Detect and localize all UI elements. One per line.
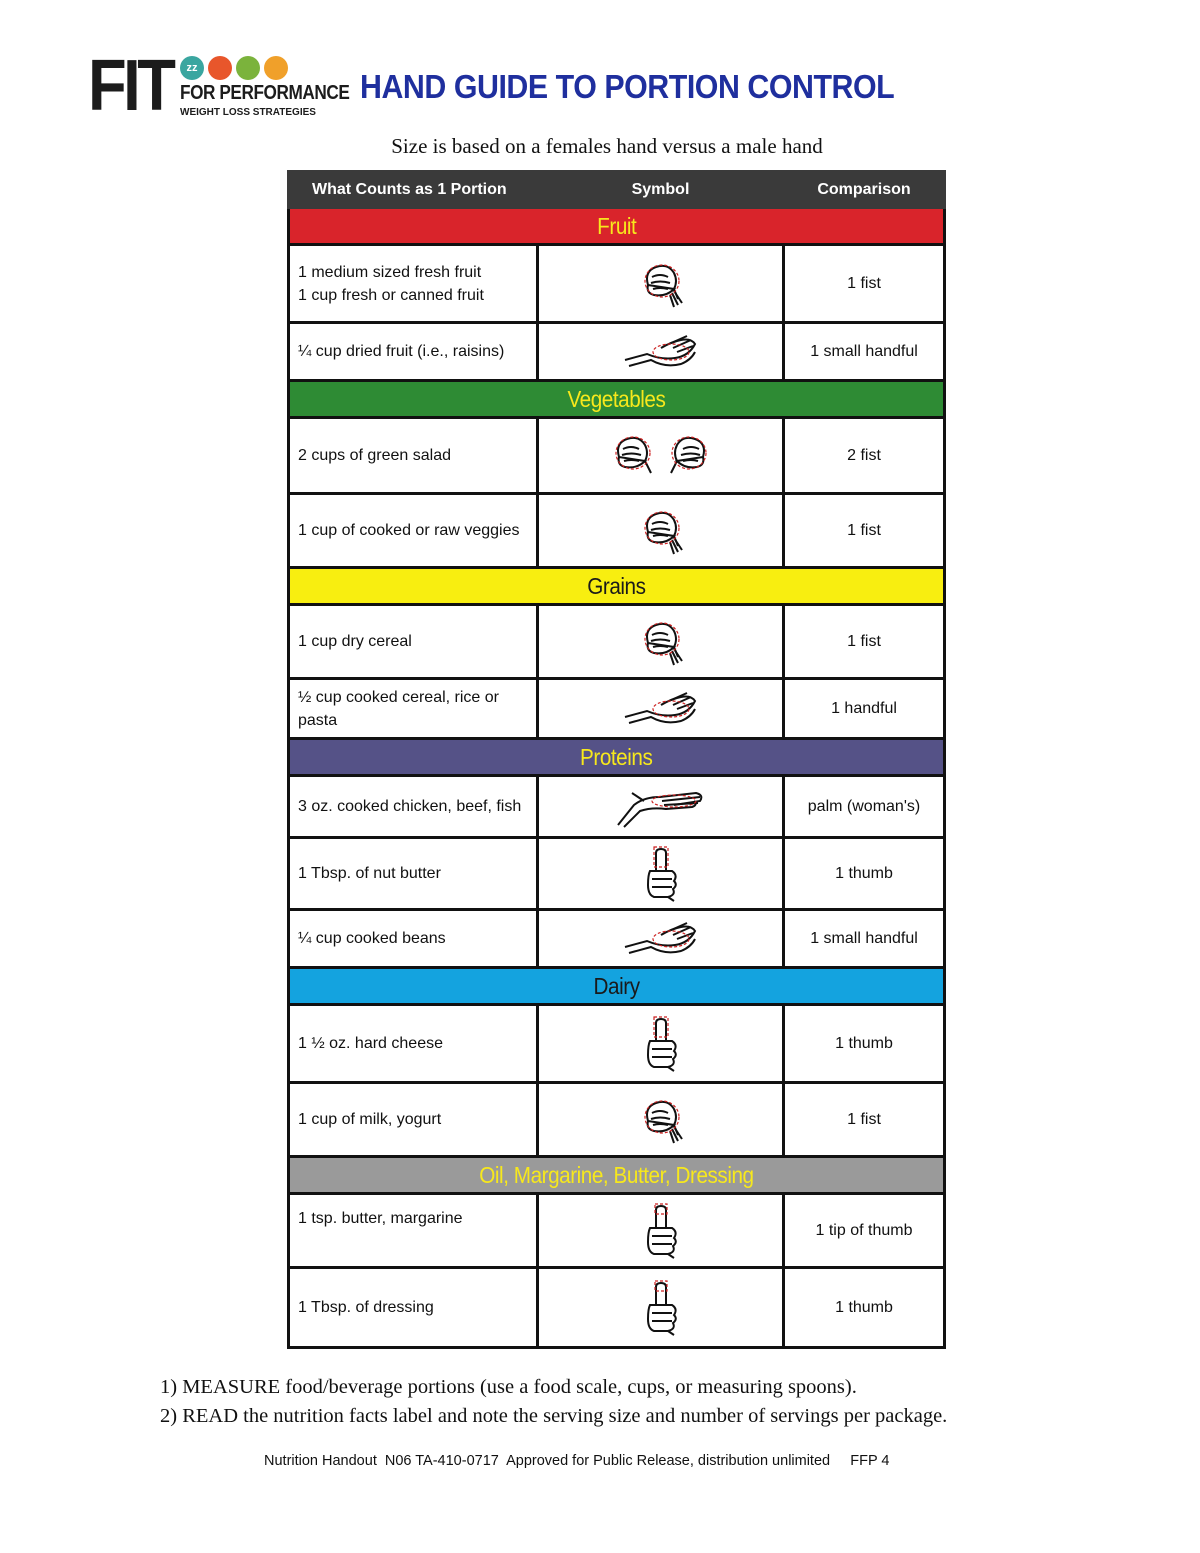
comparison-cell: 1 handful: [784, 679, 945, 739]
instructions: [160, 1373, 947, 1431]
thumb-tip-icon: [640, 1299, 682, 1316]
category-row: [289, 739, 945, 776]
two-fists-icon: [605, 447, 717, 464]
portion-text: 2 cups of green salad: [298, 447, 451, 464]
portion-text: 1 cup dry cereal: [298, 633, 412, 650]
table-row: [289, 679, 945, 739]
fist-icon: [632, 1111, 690, 1128]
page-footer: Nutrition Handout N06 TA-410-0717 Approved for Public Release, distribution unlimited FFP 4: [264, 1453, 890, 1469]
symbol-cell: [538, 418, 784, 494]
comparison-cell: 2 fist: [784, 418, 945, 494]
table-row: [289, 605, 945, 679]
thumb-icon: [640, 1035, 682, 1052]
symbol-cell: [538, 323, 784, 381]
comparison-cell: 1 fist: [784, 1083, 945, 1157]
logo-fit-text: FIT: [88, 46, 173, 126]
portion-cell: [289, 1083, 538, 1157]
portion-cell: [289, 1268, 538, 1348]
category-cell: [289, 739, 945, 776]
portion-cell: [289, 494, 538, 568]
table-row: [289, 910, 945, 968]
category-cell: [289, 208, 945, 245]
table-row: [289, 838, 945, 910]
logo-for-performance: FOR PERFORMANCE: [180, 82, 350, 104]
table-row: [289, 776, 945, 838]
symbol-cell: [538, 776, 784, 838]
symbol-cell: [538, 679, 784, 739]
page-title: HAND GUIDE TO PORTION CONTROL: [360, 68, 895, 105]
category-label: Fruit: [596, 212, 637, 239]
table-row: [289, 1194, 945, 1268]
table-row: [289, 323, 945, 381]
fist-icon: [632, 275, 690, 292]
portion-cell: [289, 605, 538, 679]
table-row: [289, 418, 945, 494]
symbol-cell: [538, 1194, 784, 1268]
logo-tagline: WEIGHT LOSS STRATEGIES: [180, 107, 316, 118]
symbol-cell: [538, 1268, 784, 1348]
portion-table: [287, 170, 946, 1349]
comparison-cell: 1 fist: [784, 245, 945, 323]
header-symbol: Symbol: [538, 172, 784, 208]
category-label: Grains: [587, 572, 646, 599]
portion-cell: [289, 1194, 538, 1268]
table-header-row: [289, 172, 945, 208]
category-row: [289, 1157, 945, 1194]
logo-circles: [180, 56, 288, 80]
portion-text: 1 cup of milk, yogurt: [298, 1111, 442, 1128]
fist-icon: [632, 633, 690, 650]
portion-text: pasta: [298, 711, 338, 729]
page-subtitle: Size is based on a females hand versus a male hand: [391, 134, 823, 158]
comparison-cell: 1 small handful: [784, 910, 945, 968]
portion-cell: [289, 838, 538, 910]
portion-cell: [289, 679, 538, 739]
portion-text: 1 Tbsp. of nut butter: [298, 865, 441, 882]
portion-cell: [289, 1005, 538, 1083]
cupped-hand-icon: [621, 930, 701, 947]
category-row: [289, 968, 945, 1005]
portion-cell: [289, 245, 538, 323]
symbol-cell: [538, 910, 784, 968]
category-label: Vegetables: [567, 385, 666, 412]
comparison-cell: 1 thumb: [784, 838, 945, 910]
portion-cell: [289, 910, 538, 968]
category-label: Dairy: [593, 972, 640, 999]
thumb-tip-icon: [640, 1222, 682, 1239]
category-cell: [289, 968, 945, 1005]
comparison-cell: 1 fist: [784, 494, 945, 568]
category-cell: [289, 568, 945, 605]
comparison-cell: 1 thumb: [784, 1268, 945, 1348]
category-row: [289, 208, 945, 245]
symbol-cell: [538, 838, 784, 910]
table-body: [289, 208, 945, 1348]
symbol-cell: [538, 494, 784, 568]
comparison-cell: 1 thumb: [784, 1005, 945, 1083]
portion-cell: [289, 323, 538, 381]
category-cell: [289, 1157, 945, 1194]
portion-text: 1 cup of cooked or raw veggies: [298, 522, 520, 539]
thumb-icon: [640, 865, 682, 882]
portion-text: 1 tsp. butter, margarine: [298, 1210, 463, 1227]
portion-cell: [289, 776, 538, 838]
logo-apple-icon: [236, 56, 260, 80]
comparison-cell: 1 fist: [784, 605, 945, 679]
table-row: [289, 245, 945, 323]
symbol-cell: [538, 605, 784, 679]
category-label: Oil, Margarine, Butter, Dressing: [479, 1161, 754, 1188]
category-row: [289, 381, 945, 418]
fist-icon: [632, 522, 690, 539]
logo-zz-icon: zz: [180, 56, 204, 80]
portion-text: ½ cup cooked cereal, rice or: [298, 688, 499, 706]
header-comparison: Comparison: [784, 172, 945, 208]
instruction-read-label: 2) READ the nutrition facts label and note the serving size and number of servings per package.: [160, 1405, 948, 1427]
cupped-hand-icon: [621, 343, 701, 360]
comparison-cell: palm (woman's): [784, 776, 945, 838]
category-label: Proteins: [580, 743, 653, 770]
portion-text: ¼ cup cooked beans: [298, 930, 446, 947]
category-cell: [289, 381, 945, 418]
category-row: [289, 568, 945, 605]
comparison-cell: 1 tip of thumb: [784, 1194, 945, 1268]
instruction-measure: 1) MEASURE food/beverage portions (use a food scale, cups, or measuring spoons).: [160, 1376, 857, 1398]
symbol-cell: [538, 1083, 784, 1157]
cupped-hand-icon: [621, 700, 701, 717]
portion-text: ¼ cup dried fruit (i.e., raisins): [298, 343, 505, 360]
comparison-cell: 1 small handful: [784, 323, 945, 381]
portion-text: 1 medium sized fresh fruit: [298, 263, 482, 281]
header-portion: What Counts as 1 Portion: [289, 172, 538, 208]
symbol-cell: [538, 245, 784, 323]
portion-cell: [289, 418, 538, 494]
fit-for-performance-logo: [88, 46, 350, 126]
portion-text: 3 oz. cooked chicken, beef, fish: [298, 798, 522, 815]
portion-text: 1 cup fresh or canned fruit: [298, 286, 484, 304]
portion-text: 1 Tbsp. of dressing: [298, 1299, 434, 1316]
table-row: [289, 494, 945, 568]
table-row: [289, 1005, 945, 1083]
portion-text: 1 ½ oz. hard cheese: [298, 1035, 443, 1052]
palm-icon: [614, 798, 708, 815]
symbol-cell: [538, 1005, 784, 1083]
logo-ring-icon: [264, 56, 288, 80]
logo-run-icon: [208, 56, 232, 80]
table-row: [289, 1083, 945, 1157]
table-row: [289, 1268, 945, 1348]
